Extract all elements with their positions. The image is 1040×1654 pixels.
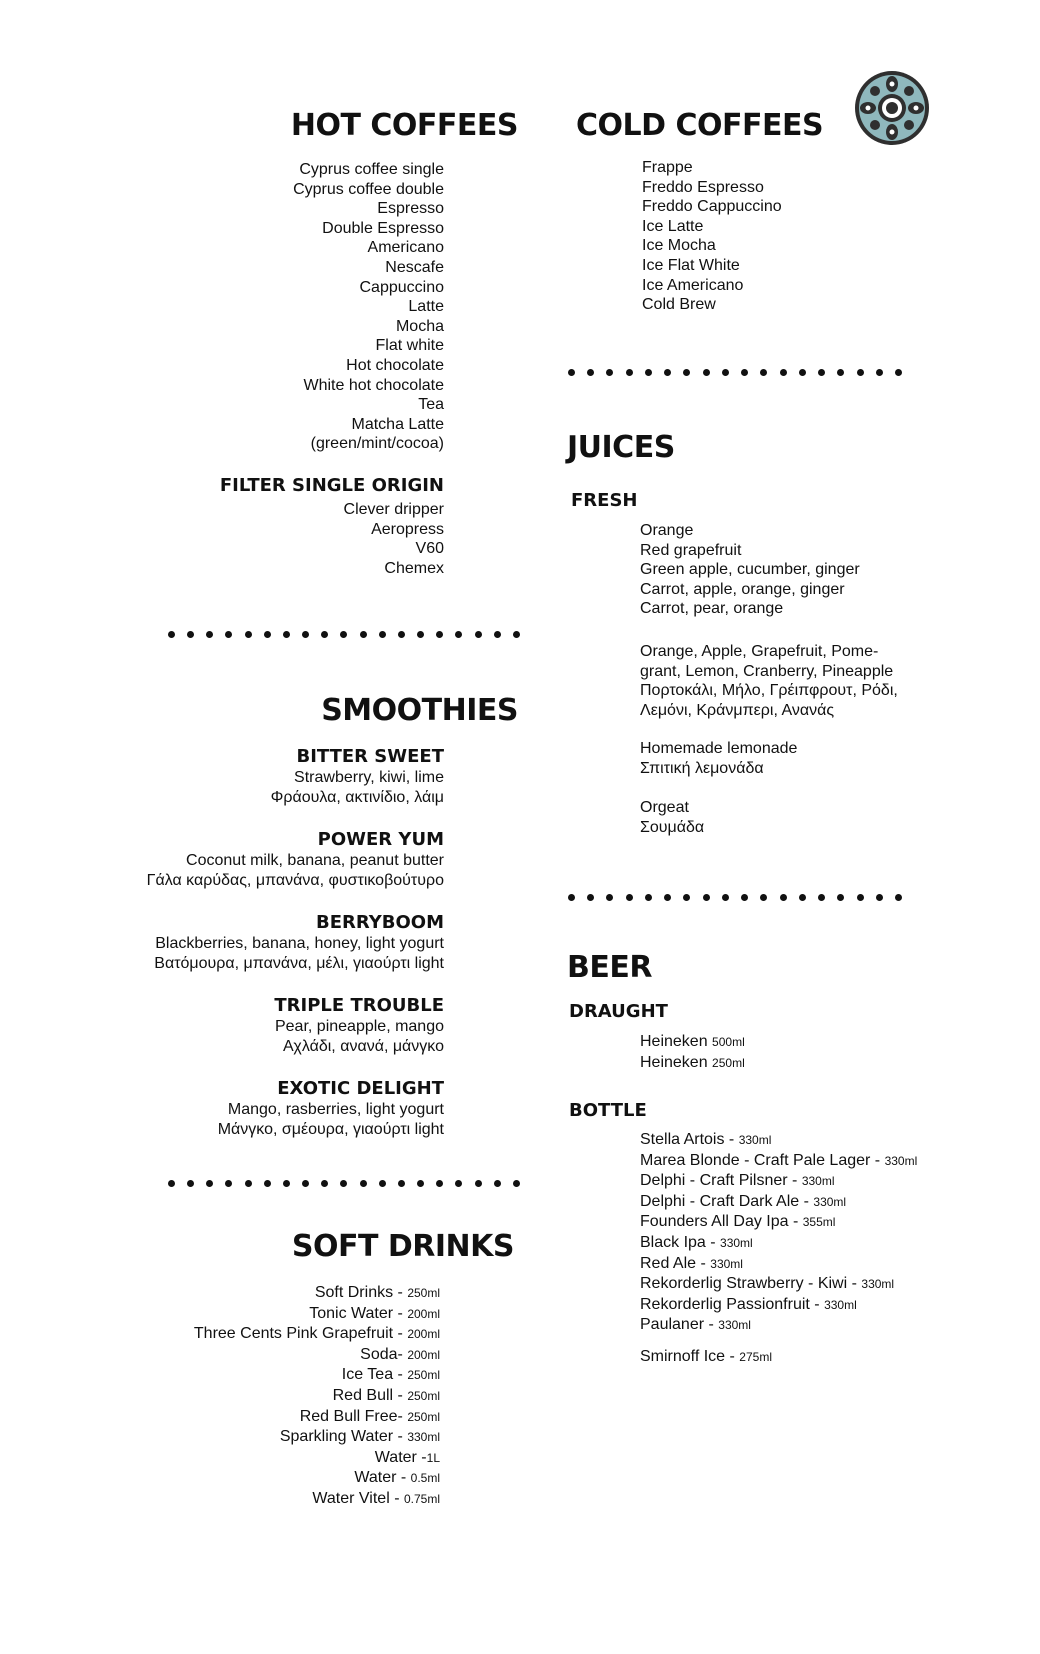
item-size: 250ml [407, 1388, 440, 1403]
item-size: 355ml [802, 1215, 836, 1230]
list-item: Hot chocolate [346, 356, 444, 374]
dotted-divider [568, 369, 902, 377]
list-item: Ice Americano [642, 276, 744, 294]
smoothie-ingredients-en: Coconut milk, banana, peanut butter [186, 852, 444, 869]
list-item: Cappuccino [359, 278, 444, 296]
list-item: Espresso [377, 200, 444, 218]
item-name: Water Vitel - [312, 1489, 404, 1507]
draught-list [640, 1032, 745, 1073]
list-item: White hot chocolate [303, 376, 444, 394]
list-item: Aeropress [371, 520, 444, 538]
list-item: Ice Latte [642, 217, 704, 235]
smoothies-title: SMOOTHIES [321, 693, 518, 728]
list-item: Cyprus coffee single [299, 161, 444, 178]
smoothie-ingredients-gr: Γάλα καρύδας, μπανάνα, φυστικοβούτυρο [146, 872, 444, 889]
dotted-divider [568, 894, 902, 902]
list-item [640, 1192, 917, 1213]
item-name: Water - [354, 1469, 411, 1487]
list-item [194, 1283, 440, 1304]
item-size: 330ml [720, 1235, 753, 1250]
list-item [194, 1365, 440, 1386]
item-name: Delphi - Craft Pilsner - [640, 1172, 802, 1190]
juices-title: JUICES [567, 430, 675, 465]
smoothie-name: POWER YUM [317, 829, 444, 850]
list-item [640, 1130, 917, 1151]
list-item [194, 1304, 440, 1325]
dotted-divider [168, 1180, 520, 1188]
item-name: Smirnoff Ice - [640, 1348, 740, 1365]
smoothie-item [44, 746, 444, 808]
list-item [194, 1407, 440, 1428]
smoothie-ingredients-gr: Φράουλα, ακτινίδιο, λάιμ [270, 789, 444, 806]
item-size: 500ml [712, 1035, 745, 1049]
smoothie-ingredients-gr: Αχλάδι, ανανά, μάνγκο [283, 1038, 444, 1055]
dotted-divider [168, 631, 520, 639]
list-item [640, 1053, 745, 1074]
item-name: Red Bull Free- [299, 1407, 408, 1425]
list-item [640, 1151, 917, 1172]
item-name: Ice Tea - [341, 1366, 408, 1384]
item-name: Rekorderlig Strawberry - Kiwi - [640, 1275, 862, 1293]
item-name: Three Cents Pink Grapefruit - [193, 1325, 408, 1343]
list-item: Double Espresso [322, 219, 444, 237]
list-item [640, 1274, 917, 1295]
smoothie-ingredients-gr: Βατόμουρα, μπανάνα, μέλι, γιαούρτι light [154, 955, 444, 972]
list-item: Mocha [395, 317, 444, 335]
filter-list [344, 500, 444, 578]
item-name: Heineken [640, 1053, 713, 1071]
item-name: Founders All Day Ipa - [640, 1213, 803, 1231]
smoothie-ingredients-gr: Μάνγκο, σμέουρα, γιαούρτι light [217, 1121, 444, 1138]
list-item: Americano [367, 239, 444, 257]
list-item: grant, Lemon, Cranberry, Pineapple [640, 662, 894, 680]
beer-title: BEER [567, 950, 652, 985]
list-item: (green/mint/cocoa) [310, 435, 444, 453]
bottle-list [640, 1130, 917, 1336]
lemonade-block [640, 739, 797, 778]
item-name: Soft Drinks - [314, 1284, 408, 1301]
item-size: 250ml [407, 1286, 440, 1300]
item-size: 200ml [407, 1347, 440, 1362]
cold-coffees-title: COLD COFFEES [576, 108, 824, 143]
item-size: 330ml [861, 1277, 895, 1292]
list-item [194, 1345, 440, 1366]
fresh-juices-list [640, 521, 860, 619]
list-item: Latte [408, 298, 444, 316]
hot-coffees-title: HOT COFFEES [290, 108, 518, 143]
item-name: Red Ale - [640, 1254, 711, 1272]
ornamental-mandala-logo-icon [854, 70, 930, 146]
list-item: Orgeat [640, 799, 689, 816]
list-item: Σπιτική λεμονάδα [640, 759, 764, 777]
list-item: Cold Brew [642, 296, 716, 314]
soft-drinks-title: SOFT DRINKS [291, 1229, 514, 1264]
item-size: 200ml [407, 1306, 440, 1321]
item-size: 250ml [407, 1409, 440, 1424]
item-size: 330ml [718, 1318, 751, 1333]
item-size: 0.5ml [410, 1471, 440, 1486]
smoothie-name: EXOTIC DELIGHT [277, 1078, 444, 1099]
list-item: Tea [418, 396, 444, 414]
list-item [194, 1427, 440, 1448]
list-item: Carrot, apple, orange, ginger [640, 580, 845, 598]
smoothie-name: TRIPLE TROUBLE [274, 995, 444, 1016]
list-item: Red grapefruit [640, 541, 742, 559]
smoothie-ingredients-en: Mango, rasberries, light yogurt [227, 1101, 444, 1118]
list-item: Freddo Cappuccino [642, 198, 782, 216]
list-item: Freddo Espresso [642, 178, 764, 196]
smoothie-name: BERRYBOOM [315, 912, 444, 933]
list-item: Ice Flat White [642, 256, 740, 274]
list-item: Flat white [375, 337, 444, 355]
list-item: Matcha Latte [351, 415, 444, 433]
list-item: Frappe [642, 159, 693, 176]
filter-title: FILTER SINGLE ORIGIN [219, 475, 444, 496]
item-name: Sparkling Water - [279, 1428, 408, 1446]
list-item [640, 1171, 917, 1192]
item-size: 200ml [407, 1327, 440, 1342]
logo [854, 70, 930, 146]
list-item [640, 1212, 917, 1233]
item-name: Paulaner - [640, 1316, 719, 1334]
item-name: Tonic Water - [309, 1304, 408, 1322]
item-size: 330ml [738, 1133, 772, 1147]
list-item: Λεμόνι, Κράνμπερι, Ανανάς [640, 701, 835, 719]
smoothie-ingredients-en: Pear, pineapple, mango [274, 1018, 444, 1035]
item-size: 330ml [710, 1256, 743, 1271]
smoothie-item [44, 829, 444, 891]
fresh-title: FRESH [571, 490, 638, 511]
item-name: Rekorderlig Passionfruit - [640, 1295, 825, 1313]
item-name: Black Ipa - [640, 1233, 721, 1251]
item-size: 0.75ml [403, 1491, 440, 1506]
list-item [194, 1448, 440, 1469]
list-item: Ice Mocha [642, 237, 716, 255]
list-item [640, 1315, 917, 1336]
list-item [194, 1489, 440, 1510]
list-item [194, 1386, 440, 1407]
smoothie-name: BITTER SWEET [296, 746, 444, 767]
bottle-title: BOTTLE [569, 1100, 647, 1121]
mixed-juice-block [640, 642, 898, 720]
smoothie-ingredients-en: Strawberry, kiwi, lime [294, 769, 444, 786]
list-item: Clever dripper [343, 501, 444, 518]
draught-title: DRAUGHT [569, 1001, 668, 1022]
list-item [640, 1032, 745, 1053]
list-item: Green apple, cucumber, ginger [640, 561, 860, 579]
item-name: Red Bull - [332, 1386, 408, 1404]
item-size: 330ml [801, 1174, 835, 1189]
list-item: Orange [640, 522, 694, 539]
item-name: Delphi - Craft Dark Ale - [640, 1192, 814, 1210]
smirnoff-item [640, 1347, 772, 1368]
item-size: 330ml [813, 1194, 847, 1209]
item-size: 1L [426, 1450, 440, 1465]
list-item: Chemex [384, 559, 444, 577]
smoothie-item [44, 912, 444, 974]
soft-drinks-list [194, 1283, 440, 1510]
list-item: Σουμάδα [640, 818, 705, 836]
hot-coffees-list [293, 160, 444, 454]
list-item [640, 1254, 917, 1275]
item-name: Marea Blonde - Craft Pale Lager - [640, 1151, 885, 1169]
list-item: Cyprus coffee double [293, 180, 444, 198]
item-name: Heineken [640, 1033, 713, 1050]
item-size: 330ml [824, 1297, 857, 1312]
list-item [194, 1468, 440, 1489]
smoothie-item [44, 995, 444, 1057]
list-item: Orange, Apple, Grapefruit, Pome- [640, 643, 879, 660]
list-item: Πορτοκάλι, Μήλο, Γρέιπφρουτ, Ρόδι, [640, 682, 898, 700]
list-item: V60 [415, 540, 444, 558]
item-size: 330ml [407, 1430, 440, 1445]
list-item [640, 1295, 917, 1316]
item-name: Water - [374, 1448, 427, 1466]
item-size: 330ml [884, 1153, 918, 1168]
orgeat-block [640, 798, 704, 837]
item-size: 250ml [407, 1368, 440, 1383]
list-item: Carrot, pear, orange [640, 600, 784, 618]
cold-coffees-list [642, 158, 782, 315]
list-item: Homemade lemonade [640, 740, 798, 757]
list-item [194, 1324, 440, 1345]
list-item [640, 1233, 917, 1254]
list-item: Nescafe [385, 258, 444, 276]
smoothie-ingredients-en: Blackberries, banana, honey, light yogurt [155, 935, 444, 952]
smoothie-item [44, 1078, 444, 1140]
item-name: Soda- [360, 1345, 408, 1363]
item-size: 250ml [712, 1055, 745, 1070]
item-size: 275ml [739, 1350, 772, 1364]
item-name: Stella Artois - [640, 1131, 739, 1148]
